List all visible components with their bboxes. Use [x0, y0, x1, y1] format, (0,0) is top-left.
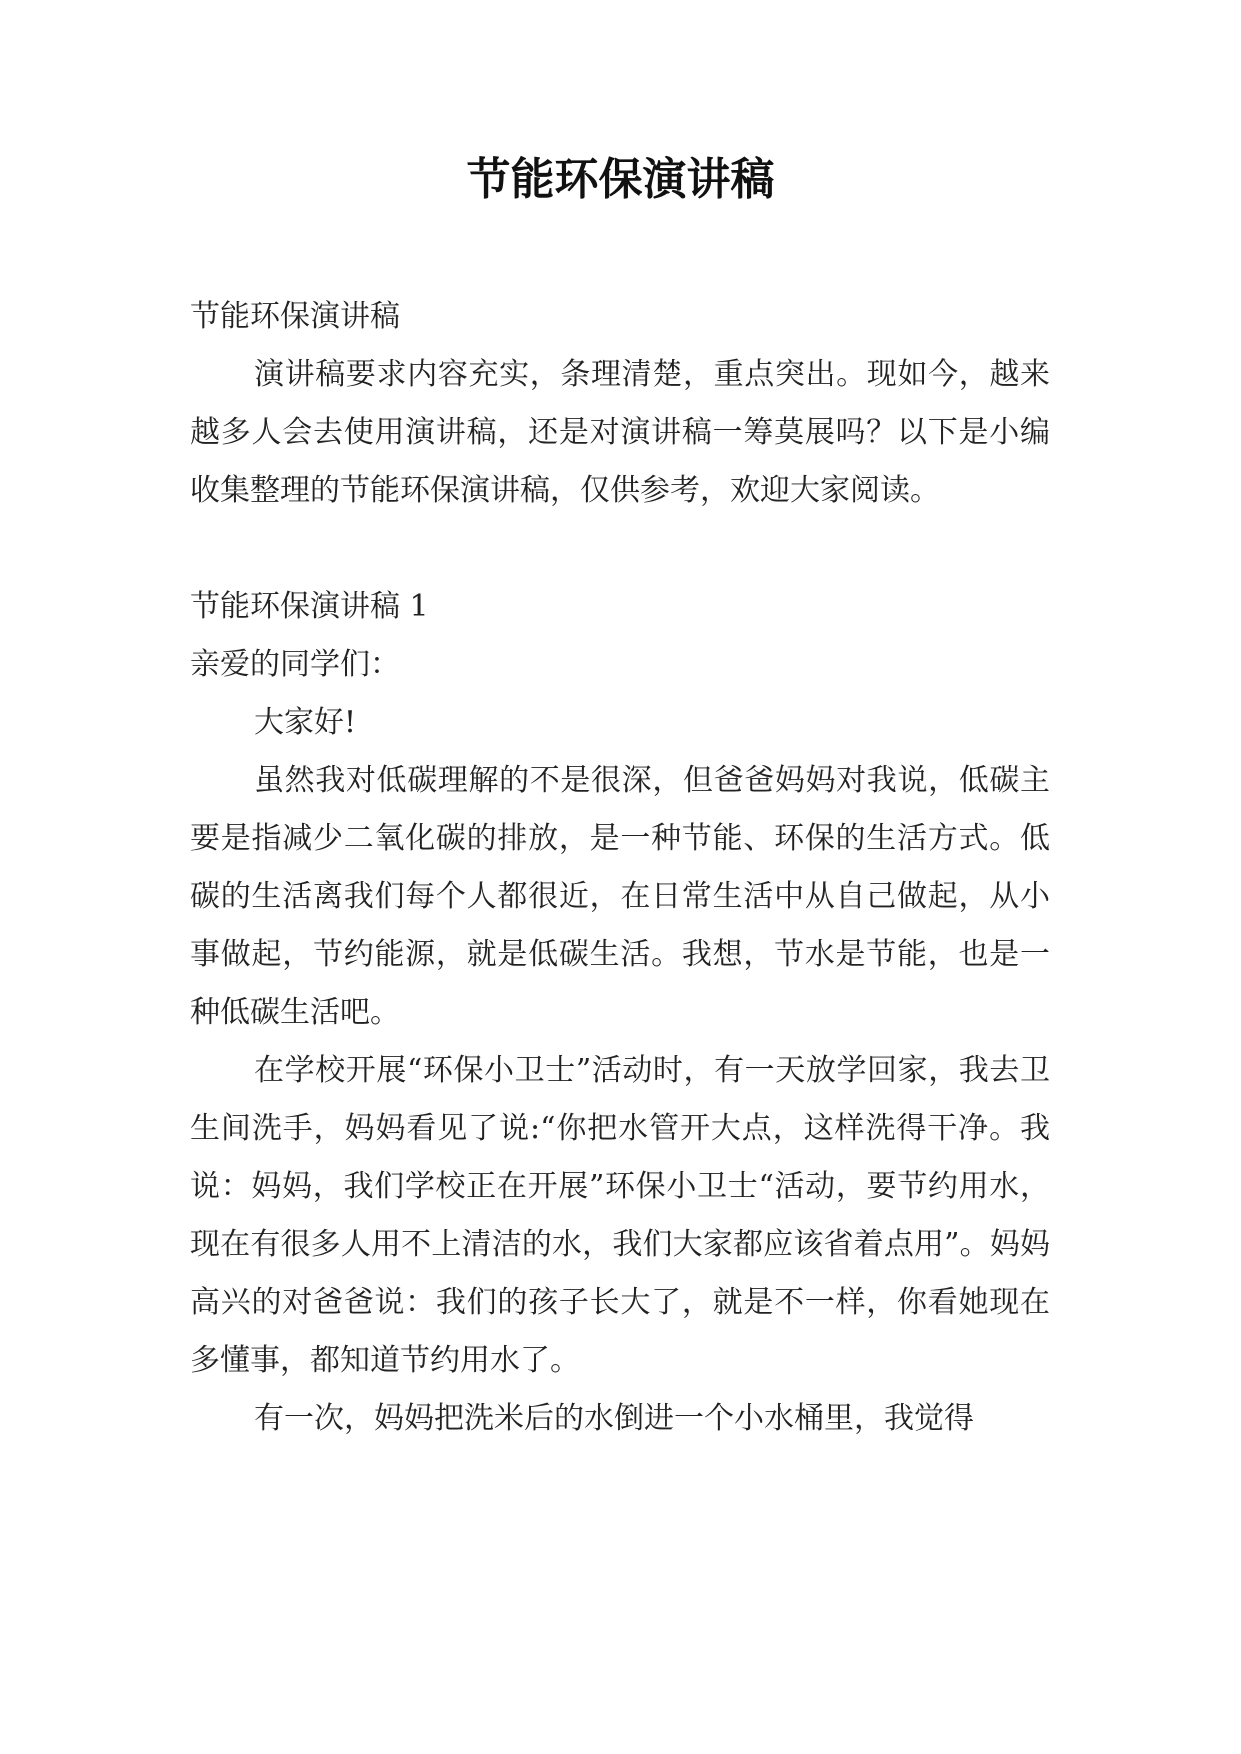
- body-paragraph-3: 有一次，妈妈把洗米后的水倒进一个小水桶里，我觉得: [254, 1401, 974, 1436]
- greeting: 大家好!: [254, 705, 357, 740]
- document-subtitle: 节能环保演讲稿: [190, 299, 400, 334]
- section-heading: 节能环保演讲稿 1: [190, 589, 429, 624]
- document-title: 节能环保演讲稿: [466, 154, 775, 205]
- intro-paragraph: 演讲稿要求内容充实，条理清楚，重点突出。现如今，越来越多人会去使用演讲稿，还是对演讲稿一筹莫展吗？以下是小编收集整理的节能环保演讲稿，仅供参考，欢迎大家阅读。: [190, 357, 1050, 508]
- body-paragraph-2: 在学校开展“环保小卫士”活动时，有一天放学回家，我去卫生间洗手，妈妈看见了说:“你把水管开大点，这样洗得干净。我说：妈妈，我们学校正在开展”环保小卫士“活动，要节约用水，现在有很多人用不上清洁的水，我们大家都应该省着点用”。妈妈高兴的对爸爸说：我们的孩子长大了，就是不一样，你看她现在多懂事，都知道节约用水了。: [190, 1053, 1050, 1378]
- salutation: 亲爱的同学们：: [190, 647, 400, 682]
- paragraph-spacer: [190, 520, 1050, 578]
- document-body: [190, 288, 1050, 1448]
- body-paragraph-1: 虽然我对低碳理解的不是很深，但爸爸妈妈对我说，低碳主要是指减少二氧化碳的排放，是一种节能、环保的生活方式。低碳的生活离我们每个人都很近，在日常生活中从自己做起，从小事做起，节约能源，就是低碳生活。我想，节水是节能，也是一种低碳生活吧。: [190, 763, 1050, 1030]
